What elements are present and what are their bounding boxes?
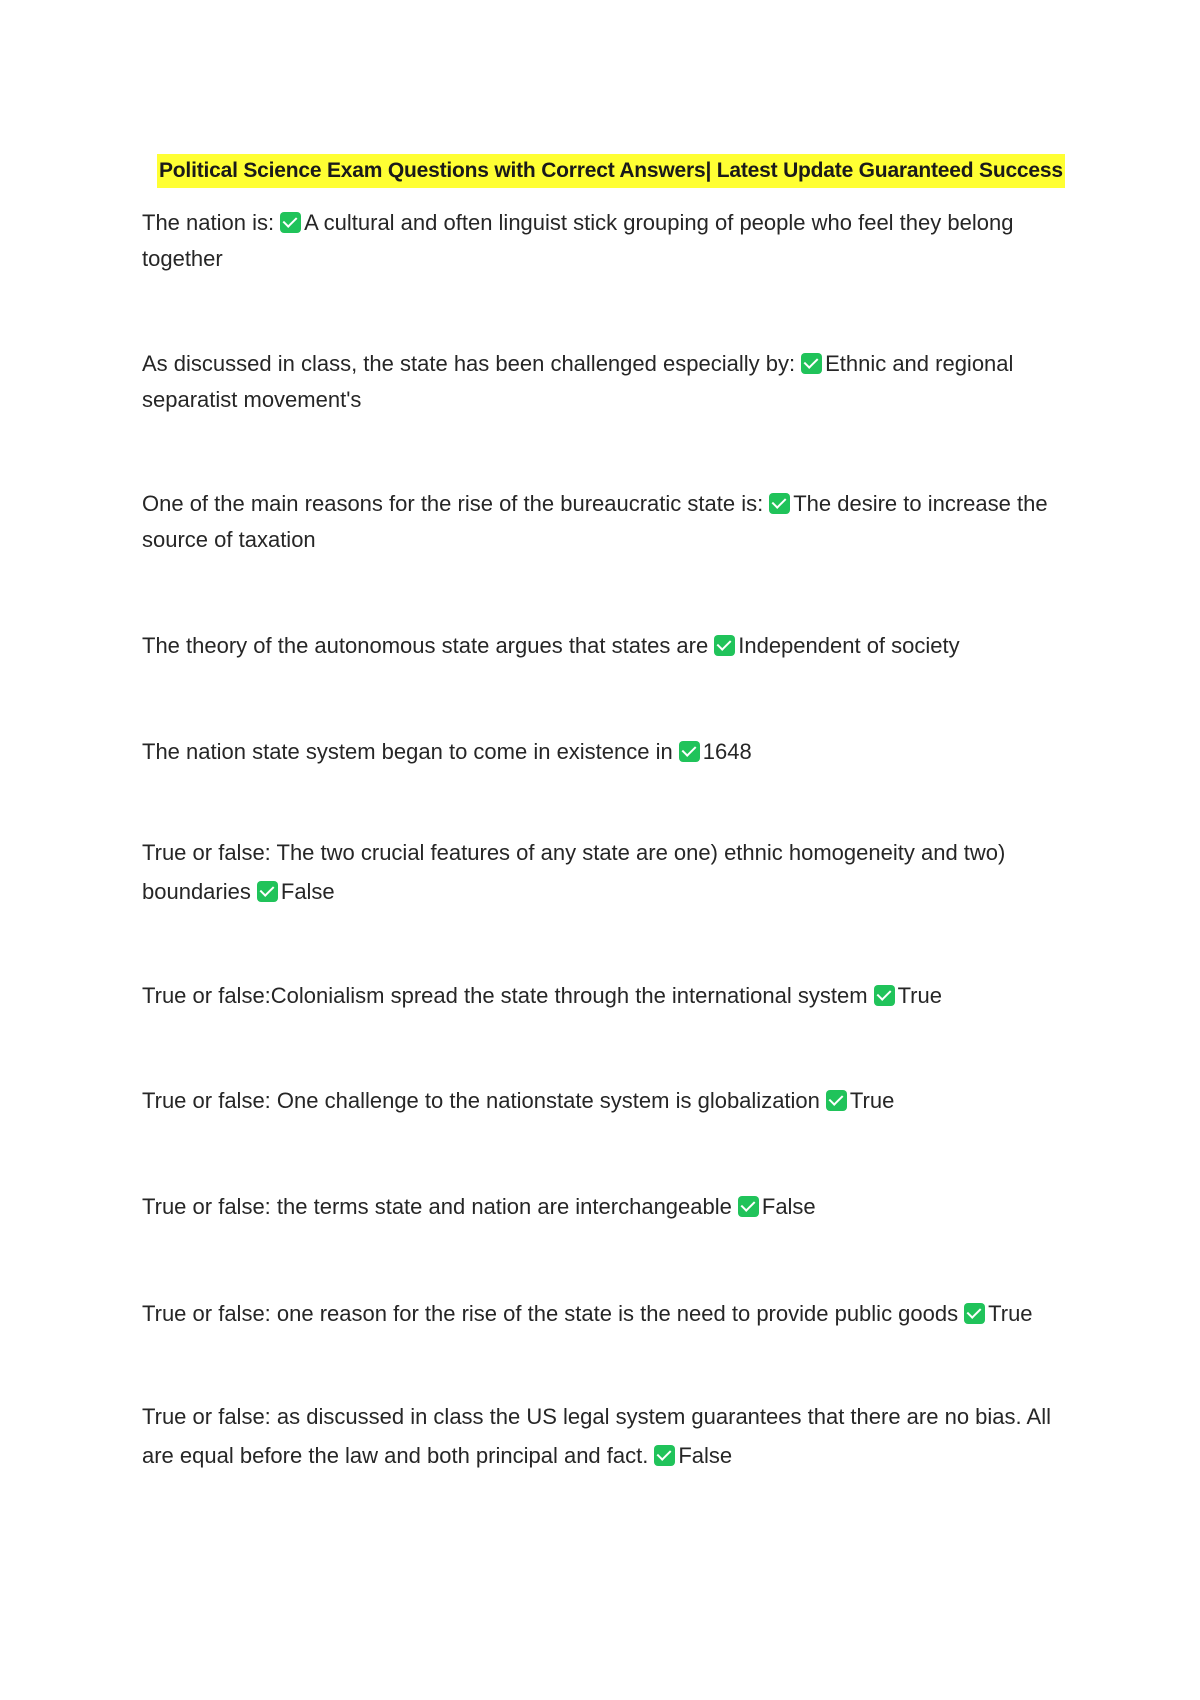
- question-text: True or false:Colonialism spread the state through the international system: [142, 983, 868, 1008]
- check-mark-icon: [964, 1303, 985, 1324]
- answer-text: False: [280, 879, 335, 904]
- answer-text: True: [849, 1088, 895, 1113]
- qa-item-3: [142, 486, 1072, 558]
- answer-text: True: [988, 1301, 1033, 1326]
- answer-text: False: [678, 1443, 733, 1468]
- check-mark-icon: [826, 1090, 847, 1111]
- check-mark-icon: [654, 1445, 675, 1466]
- answer-text: Ethnic and regional separatist movement's: [142, 351, 1014, 412]
- question-text: True or false: one reason for the rise of the state is the need to provide public goods: [142, 1301, 959, 1326]
- qa-item-8: [142, 1083, 1072, 1119]
- document-title: Political Science Exam Questions with Correct Answers| Latest Update Guaranteed Success: [157, 154, 1065, 188]
- qa-item-10: [142, 1296, 1072, 1332]
- check-mark-icon: [738, 1196, 759, 1217]
- answer-text: False: [761, 1194, 816, 1219]
- title-container: [157, 154, 1063, 188]
- question-text: True or false: One challenge to the nationstate system is globalization: [142, 1088, 820, 1113]
- qa-item-9: [142, 1189, 1072, 1225]
- question-text: True or false: The two crucial features of any state are one) ethnic homogeneity and two) boundaries: [142, 840, 1006, 904]
- question-text: True or false: the terms state and nation are interchangeable: [142, 1194, 732, 1219]
- question-text: The nation state system began to come in existence in: [142, 739, 673, 764]
- qa-item-1: [142, 205, 1072, 277]
- qa-item-6: [142, 833, 1072, 911]
- check-mark-icon: [801, 353, 822, 374]
- answer-text: A cultural and often linguist stick grouping of people who feel they belong together: [142, 210, 1014, 271]
- check-mark-icon: [874, 985, 895, 1006]
- qa-item-2: [142, 346, 1072, 418]
- qa-item-11: [142, 1397, 1072, 1475]
- question-text: True or false: as discussed in class the US legal system guarantees that there are no bias. All are equal before the law and both principal and fact.: [142, 1404, 1051, 1468]
- question-text: As discussed in class, the state has been challenged especially by:: [142, 351, 796, 376]
- qa-item-7: [142, 978, 1072, 1014]
- question-text: The theory of the autonomous state argues that states are: [142, 633, 709, 658]
- question-text: The nation is:: [142, 210, 275, 235]
- answer-text: Independent of society: [738, 633, 960, 658]
- check-mark-icon: [769, 493, 790, 514]
- check-mark-icon: [679, 741, 700, 762]
- answer-text: True: [897, 983, 942, 1008]
- check-mark-icon: [257, 881, 278, 902]
- check-mark-icon: [280, 212, 301, 233]
- question-text: One of the main reasons for the rise of the bureaucratic state is:: [142, 491, 764, 516]
- answer-text: 1648: [702, 739, 752, 764]
- qa-item-4: [142, 628, 1072, 664]
- answer-text: The desire to increase the source of taxation: [142, 491, 1048, 552]
- qa-item-5: [142, 734, 1072, 770]
- check-mark-icon: [714, 635, 735, 656]
